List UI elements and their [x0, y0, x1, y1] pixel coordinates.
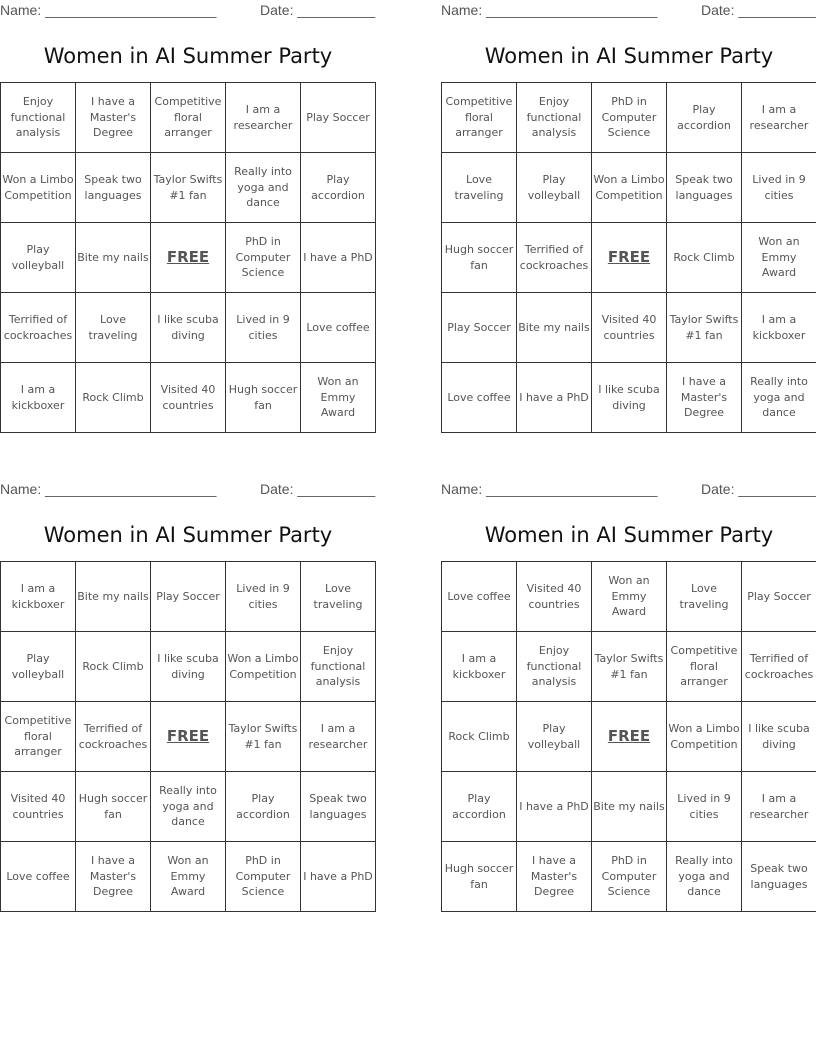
bingo-cell: I am a kickboxer: [742, 293, 816, 363]
bingo-cell: Play Soccer: [442, 293, 517, 363]
bingo-row: [442, 702, 816, 772]
bingo-row: [1, 562, 376, 632]
card-title: Women in AI Summer Party: [484, 44, 774, 68]
bingo-cell: Bite my nails: [76, 223, 151, 293]
bingo-row: [1, 632, 376, 702]
bingo-cell: Won an Emmy Award: [301, 363, 376, 433]
bingo-cell: Speak two languages: [301, 772, 376, 842]
bingo-cell: Lived in 9 cities: [226, 562, 301, 632]
bingo-row: [1, 153, 376, 223]
bingo-grid: [0, 82, 376, 433]
bingo-cell: Won a Limbo Competition: [226, 632, 301, 702]
bingo-cell: Bite my nails: [592, 772, 667, 842]
bingo-cell: PhD in Computer Science: [226, 223, 301, 293]
bingo-cell: Really into yoga and dance: [742, 363, 816, 433]
bingo-row: [1, 772, 376, 842]
bingo-cell: Enjoy functional analysis: [1, 83, 76, 153]
bingo-row: [442, 842, 816, 912]
bingo-cell: Taylor Swifts #1 fan: [226, 702, 301, 772]
card-title: Women in AI Summer Party: [43, 44, 333, 68]
bingo-cell: I like scuba diving: [742, 702, 816, 772]
bingo-cell: Terrified of cockroaches: [1, 293, 76, 363]
bingo-cell: Terrified of cockroaches: [76, 702, 151, 772]
date-field: Date: __________: [701, 481, 816, 497]
bingo-cell: Play Soccer: [742, 562, 816, 632]
bingo-cell: Really into yoga and dance: [226, 153, 301, 223]
card-title: Women in AI Summer Party: [43, 523, 333, 547]
bingo-cell: Visited 40 countries: [151, 363, 226, 433]
bingo-cell: Visited 40 countries: [1, 772, 76, 842]
bingo-row: [442, 83, 816, 153]
bingo-cell: I have a PhD: [301, 223, 376, 293]
bingo-cell: I am a researcher: [226, 83, 301, 153]
date-field: Date: __________: [260, 2, 376, 18]
bingo-cell: PhD in Computer Science: [226, 842, 301, 912]
bingo-card: [441, 479, 816, 912]
bingo-cell: Won an Emmy Award: [151, 842, 226, 912]
bingo-cell: Play volleyball: [1, 223, 76, 293]
bingo-cell: Enjoy functional analysis: [301, 632, 376, 702]
bingo-cell: Speak two languages: [667, 153, 742, 223]
bingo-cell: Play volleyball: [517, 153, 592, 223]
bingo-grid: [441, 82, 816, 433]
bingo-row: [442, 363, 816, 433]
bingo-row: [442, 632, 816, 702]
bingo-cell: Love coffee: [301, 293, 376, 363]
bingo-cell: Competitive floral arranger: [1, 702, 76, 772]
bingo-cell: Love coffee: [442, 363, 517, 433]
bingo-cell: I am a kickboxer: [1, 562, 76, 632]
bingo-row: [1, 83, 376, 153]
bingo-cell: Competitive floral arranger: [442, 83, 517, 153]
card-title: Women in AI Summer Party: [484, 523, 774, 547]
free-space: FREE: [592, 702, 667, 772]
bingo-cell: I have a Master's Degree: [667, 363, 742, 433]
bingo-cell: Taylor Swifts #1 fan: [667, 293, 742, 363]
bingo-cell: I have a Master's Degree: [76, 83, 151, 153]
bingo-cell: Lived in 9 cities: [667, 772, 742, 842]
bingo-cell: Speak two languages: [742, 842, 816, 912]
bingo-cell: Won a Limbo Competition: [592, 153, 667, 223]
bingo-cell: Play Soccer: [301, 83, 376, 153]
bingo-cell: I have a Master's Degree: [517, 842, 592, 912]
bingo-cell: Terrified of cockroaches: [517, 223, 592, 293]
bingo-cell: I am a researcher: [742, 83, 816, 153]
bingo-row: [442, 772, 816, 842]
bingo-cell: Love coffee: [442, 562, 517, 632]
bingo-cell: Competitive floral arranger: [667, 632, 742, 702]
bingo-cell: Visited 40 countries: [592, 293, 667, 363]
bingo-cell: Love traveling: [301, 562, 376, 632]
name-field: Name: ______________________: [441, 2, 658, 18]
bingo-cell: I like scuba diving: [151, 293, 226, 363]
bingo-cell: I have a Master's Degree: [76, 842, 151, 912]
bingo-cell: Enjoy functional analysis: [517, 83, 592, 153]
bingo-cell: Bite my nails: [76, 562, 151, 632]
bingo-cell: Lived in 9 cities: [742, 153, 816, 223]
bingo-cell: Won a Limbo Competition: [1, 153, 76, 223]
bingo-row: [1, 363, 376, 433]
bingo-cell: Love coffee: [1, 842, 76, 912]
bingo-cell: Terrified of cockroaches: [742, 632, 816, 702]
card-header: [0, 0, 376, 22]
bingo-cell: I am a kickboxer: [1, 363, 76, 433]
bingo-cell: PhD in Computer Science: [592, 83, 667, 153]
date-field: Date: __________: [260, 481, 376, 497]
bingo-cell: Rock Climb: [667, 223, 742, 293]
bingo-cell: Play accordion: [301, 153, 376, 223]
bingo-cell: Hugh soccer fan: [226, 363, 301, 433]
bingo-cell: I have a PhD: [517, 363, 592, 433]
bingo-row: [442, 223, 816, 293]
bingo-cell: Hugh soccer fan: [442, 842, 517, 912]
bingo-cell: Lived in 9 cities: [226, 293, 301, 363]
bingo-cell: I am a researcher: [742, 772, 816, 842]
bingo-cell: I am a kickboxer: [442, 632, 517, 702]
bingo-card: [0, 0, 376, 433]
bingo-cell: Bite my nails: [517, 293, 592, 363]
bingo-cell: Love traveling: [442, 153, 517, 223]
card-header: [441, 479, 816, 501]
bingo-cell: Love traveling: [76, 293, 151, 363]
bingo-cell: Speak two languages: [76, 153, 151, 223]
bingo-row: [442, 562, 816, 632]
bingo-cell: Play Soccer: [151, 562, 226, 632]
name-field: Name: ______________________: [441, 481, 658, 497]
bingo-row: [442, 153, 816, 223]
bingo-cell: I have a PhD: [301, 842, 376, 912]
bingo-row: [1, 223, 376, 293]
bingo-row: [442, 293, 816, 363]
bingo-cell: Really into yoga and dance: [667, 842, 742, 912]
bingo-cell: Play volleyball: [1, 632, 76, 702]
bingo-cell: Enjoy functional analysis: [517, 632, 592, 702]
bingo-cell: Play accordion: [226, 772, 301, 842]
bingo-cell: Hugh soccer fan: [442, 223, 517, 293]
bingo-cell: Play volleyball: [517, 702, 592, 772]
bingo-grid: [441, 561, 816, 912]
bingo-row: [1, 702, 376, 772]
bingo-cell: Really into yoga and dance: [151, 772, 226, 842]
bingo-cell: Play accordion: [667, 83, 742, 153]
bingo-cell: I am a researcher: [301, 702, 376, 772]
bingo-cell: Taylor Swifts #1 fan: [592, 632, 667, 702]
bingo-cell: Love traveling: [667, 562, 742, 632]
bingo-row: [1, 293, 376, 363]
free-space: FREE: [592, 223, 667, 293]
bingo-cell: Hugh soccer fan: [76, 772, 151, 842]
bingo-cell: Won an Emmy Award: [742, 223, 816, 293]
bingo-cell: Taylor Swifts #1 fan: [151, 153, 226, 223]
name-field: Name: ______________________: [0, 481, 217, 497]
bingo-cell: Won an Emmy Award: [592, 562, 667, 632]
bingo-cell: PhD in Computer Science: [592, 842, 667, 912]
bingo-cell: Rock Climb: [442, 702, 517, 772]
bingo-cell: Play accordion: [442, 772, 517, 842]
bingo-cell: I like scuba diving: [592, 363, 667, 433]
bingo-row: [1, 842, 376, 912]
free-space: FREE: [151, 702, 226, 772]
bingo-cell: Visited 40 countries: [517, 562, 592, 632]
bingo-cell: Competitive floral arranger: [151, 83, 226, 153]
bingo-cell: I have a PhD: [517, 772, 592, 842]
bingo-card: [0, 479, 376, 912]
bingo-grid: [0, 561, 376, 912]
card-header: [441, 0, 816, 22]
bingo-cell: Rock Climb: [76, 363, 151, 433]
card-header: [0, 479, 376, 501]
bingo-cell: Won a Limbo Competition: [667, 702, 742, 772]
date-field: Date: __________: [701, 2, 816, 18]
free-space: FREE: [151, 223, 226, 293]
name-field: Name: ______________________: [0, 2, 217, 18]
bingo-card: [441, 0, 816, 433]
bingo-cell: Rock Climb: [76, 632, 151, 702]
bingo-cell: I like scuba diving: [151, 632, 226, 702]
